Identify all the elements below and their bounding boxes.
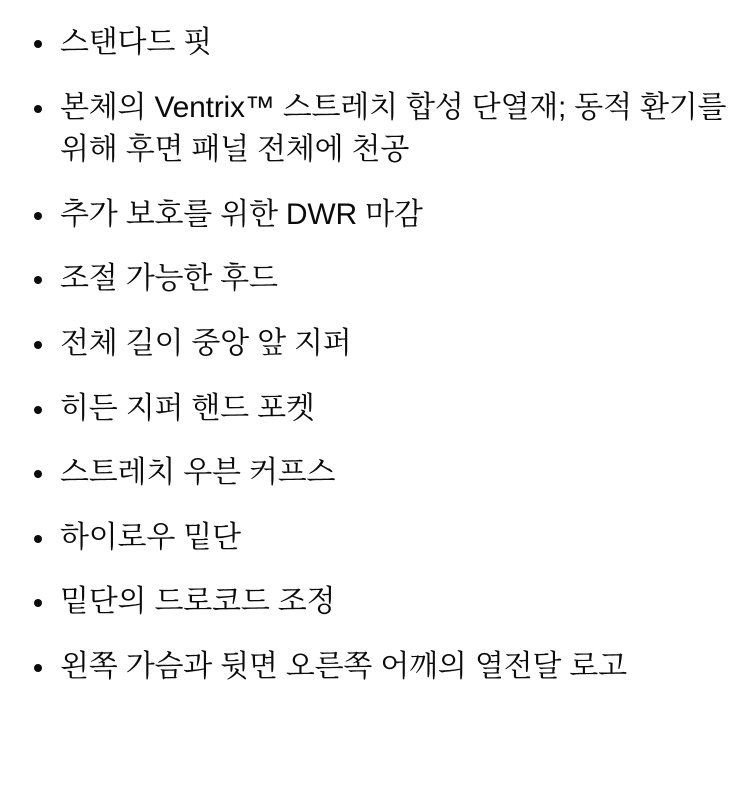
list-item	[18, 581, 732, 624]
list-item	[18, 646, 732, 689]
bullet-icon	[34, 276, 42, 284]
list-item	[18, 452, 732, 495]
list-item-text: 밑단의 드로코드 조정	[60, 585, 336, 619]
bullet-icon	[34, 105, 42, 113]
list-item	[18, 323, 732, 366]
bullet-icon	[34, 470, 42, 478]
list-item	[18, 194, 732, 237]
list-item-text: 본체의 Ventrix™ 스트레치 합성 단열재; 동적 환기를 위해 후면 패널 전체에 천공	[60, 90, 727, 167]
list-item	[18, 258, 732, 301]
list-item	[18, 87, 732, 172]
list-item-text: 전체 길이 중앙 앞 지퍼	[60, 326, 352, 360]
list-item-text: 조절 가능한 후드	[60, 262, 278, 296]
bullet-icon	[34, 40, 42, 48]
list-item-text: 스트레치 우븐 커프스	[60, 456, 336, 490]
bullet-icon	[34, 535, 42, 543]
list-item	[18, 388, 732, 431]
bullet-icon	[34, 212, 42, 220]
list-item-text: 히든 지퍼 핸드 포켓	[60, 391, 315, 425]
list-item	[18, 22, 732, 65]
feature-list	[18, 22, 732, 689]
list-item-text: 추가 보호를 위한 DWR 마감	[60, 197, 423, 231]
bullet-icon	[34, 406, 42, 414]
bullet-icon	[34, 664, 42, 672]
list-item-text: 왼쪽 가슴과 뒷면 오른쪽 어깨의 열전달 로고	[60, 649, 627, 683]
bullet-icon	[34, 341, 42, 349]
list-item	[18, 517, 732, 560]
list-item-text: 하이로우 밑단	[60, 520, 241, 554]
list-item-text: 스탠다드 핏	[60, 26, 213, 59]
bullet-icon	[34, 599, 42, 607]
